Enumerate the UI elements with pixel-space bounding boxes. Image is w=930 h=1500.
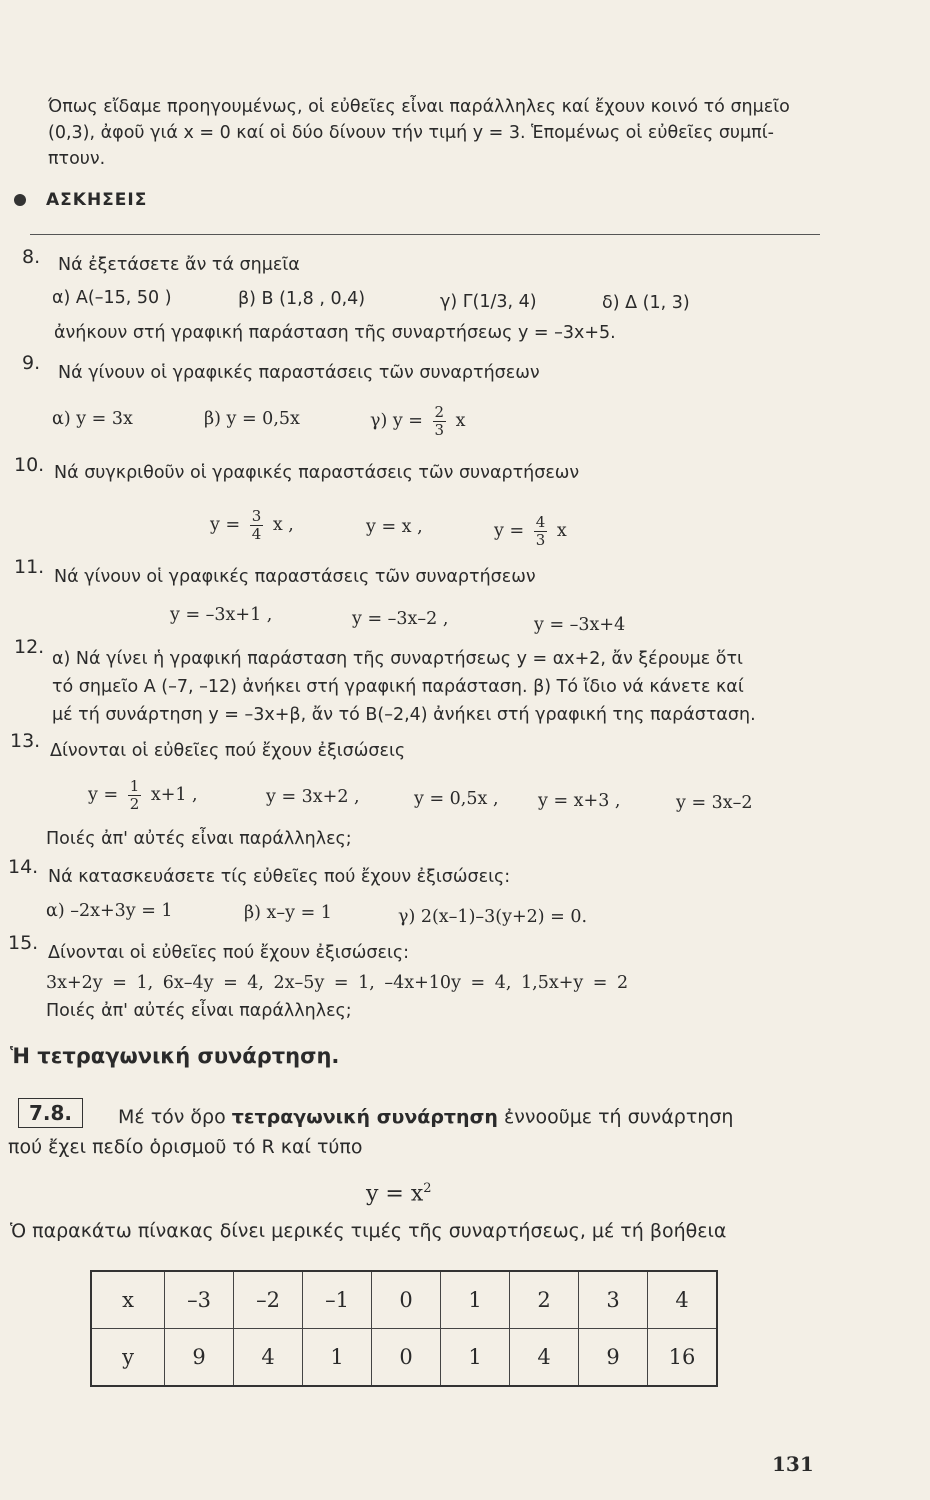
fraction-denominator: 3 xyxy=(434,421,445,439)
fraction-numerator: 4 xyxy=(535,513,546,531)
table-cell: 1 xyxy=(441,1271,510,1329)
bullet-icon xyxy=(14,194,26,206)
exercise-9-number: 9. xyxy=(22,352,41,374)
exercise-11-f3: y = –3x+4 xyxy=(534,615,626,635)
fraction-denominator: 2 xyxy=(129,795,140,813)
exercise-14-number: 14. xyxy=(8,856,39,878)
section-title: Ἡ τετραγωνική συνάρτηση. xyxy=(10,1044,340,1068)
table-cell: –1 xyxy=(303,1271,372,1329)
exercise-10-f2: y = x , xyxy=(366,517,423,537)
exercise-13-f2: y = 3x+2 , xyxy=(266,787,360,807)
exercise-13-f1-prefix: y = xyxy=(88,785,119,805)
fraction xyxy=(534,514,548,549)
exercise-10-f3 xyxy=(494,514,567,549)
table-row-x xyxy=(91,1271,717,1329)
table-cell: 4 xyxy=(234,1329,303,1387)
table-cell: 4 xyxy=(648,1271,718,1329)
table-cell: 1 xyxy=(441,1329,510,1387)
exercise-10-text: Νά συγκριθοῦν οἱ γραφικές παραστάσεις τῶν συναρτήσεων xyxy=(54,463,580,483)
exercise-12-line-3: μέ τή συνάρτηση y = –3x+β, ἄν τό Β(–2,4) ἀνήκει στή γραφική της παράσταση. xyxy=(52,705,756,725)
exercise-11-number: 11. xyxy=(14,556,45,578)
exercise-8-text-2: ἀνήκουν στή γραφική παράσταση τῆς συναρτήσεως y = –3x+5. xyxy=(54,323,616,343)
definition-suffix: ἐννοοῦμε τή συνάρτηση xyxy=(503,1106,734,1128)
table-cell: 3 xyxy=(579,1271,648,1329)
exercise-15-equations: 3x+2y = 1, 6x–4y = 4, 2x–5y = 1, –4x+10y = 4, 1,5x+y = 2 xyxy=(46,973,629,993)
fraction-denominator: 4 xyxy=(251,525,262,543)
intro-line-1: Όπως εἴδαμε προηγουμένως, οἱ εὐθεῖες εἶναι παράλληλες καί ἔχουν κοινό τό σημεῖο xyxy=(48,97,790,117)
table-cell: –2 xyxy=(234,1271,303,1329)
exercise-10-f1-suffix: x , xyxy=(272,515,294,535)
fraction-numerator: 3 xyxy=(251,507,262,525)
exercise-9-b: β) y = 0,5x xyxy=(204,409,300,429)
exercise-9-c xyxy=(370,404,466,439)
exercise-10-f1 xyxy=(210,508,294,543)
exercise-13-f5: y = 3x–2 xyxy=(676,793,753,813)
exercise-12-line-1: α) Νά γίνει ἡ γραφική παράσταση τῆς συναρτήσεως y = αx+2, ἄν ξέρουμε ὅτι xyxy=(52,649,743,669)
exercise-8-a: α) Α(–15, 50 ) xyxy=(52,288,172,308)
exercise-8-b: β) Β (1,8 , 0,4) xyxy=(238,289,366,309)
table-cell: 16 xyxy=(648,1329,718,1387)
exercise-14-text: Νά κατασκευάσετε τίς εὐθεῖες πού ἔχουν ἐξισώσεις: xyxy=(48,867,511,887)
values-table xyxy=(90,1270,718,1387)
definition-prefix: Μέ τόν ὅρο xyxy=(118,1106,226,1128)
table-cell: –3 xyxy=(165,1271,234,1329)
definition-term: τετραγωνική συνάρτηση xyxy=(231,1106,498,1128)
table-cell: 9 xyxy=(579,1329,648,1387)
page-number: 131 xyxy=(772,1452,814,1476)
section-definition-line-1 xyxy=(118,1106,733,1128)
exercise-8-d: δ) Δ (1, 3) xyxy=(602,293,690,313)
exercise-15-number: 15. xyxy=(8,932,39,954)
exercise-9-c-prefix: γ) y = xyxy=(370,411,423,431)
intro-line-3: πτουν. xyxy=(48,149,106,169)
table-header-x: x xyxy=(91,1271,165,1329)
heading-rule xyxy=(30,234,820,235)
exercise-8-text: Νά ἐξετάσετε ἄν τά σημεῖα xyxy=(58,255,300,275)
table-cell: 1 xyxy=(303,1329,372,1387)
exercise-10-f3-suffix: x xyxy=(556,521,567,541)
exercise-13-f3: y = 0,5x , xyxy=(414,789,499,809)
exercise-10-f3-prefix: y = xyxy=(494,521,525,541)
exercise-11-text: Νά γίνουν οἱ γραφικές παραστάσεις τῶν συναρτήσεων xyxy=(54,567,536,587)
exercise-13-f4: y = x+3 , xyxy=(538,791,621,811)
table-cell: 4 xyxy=(510,1329,579,1387)
section-definition-line-2: πού ἔχει πεδίο ὁρισμοῦ τό R καί τύπο xyxy=(8,1136,363,1158)
exercise-10-f1-prefix: y = xyxy=(210,515,241,535)
table-header-y: y xyxy=(91,1329,165,1387)
fraction xyxy=(433,404,447,439)
exercise-13-number: 13. xyxy=(10,730,41,752)
table-cell: 9 xyxy=(165,1329,234,1387)
exercise-10-number: 10. xyxy=(14,454,45,476)
fraction xyxy=(250,508,264,543)
fraction-numerator: 1 xyxy=(129,777,140,795)
formula-base: y = x xyxy=(366,1181,424,1207)
exercises-heading: ΑΣΚΗΣΕΙΣ xyxy=(46,190,148,210)
exercise-13-text: Δίνονται οἱ εὐθεῖες πού ἔχουν ἐξισώσεις xyxy=(50,741,406,761)
table-cell: 0 xyxy=(372,1329,441,1387)
exercise-12-number: 12. xyxy=(14,636,45,658)
exercise-13-question: Ποιές ἀπ' αὐτές εἶναι παράλληλες; xyxy=(46,829,352,849)
exercise-9-text: Νά γίνουν οἱ γραφικές παραστάσεις τῶν συναρτήσεων xyxy=(58,363,540,383)
exercise-11-f2: y = –3x–2 , xyxy=(352,609,449,629)
table-cell: 2 xyxy=(510,1271,579,1329)
exercise-14-c: γ) 2(x–1)–3(y+2) = 0. xyxy=(398,907,588,927)
exercise-9-c-suffix: x xyxy=(455,411,466,431)
fraction xyxy=(128,778,142,813)
formula-exponent: 2 xyxy=(423,1181,432,1196)
quadratic-formula xyxy=(366,1178,432,1205)
exercise-15-question: Ποιές ἀπ' αὐτές εἶναι παράλληλες; xyxy=(46,1001,352,1021)
exercise-9-a: α) y = 3x xyxy=(52,409,133,429)
table-row-y xyxy=(91,1329,717,1387)
exercise-14-a: α) –2x+3y = 1 xyxy=(46,901,173,921)
exercise-14-b: β) x–y = 1 xyxy=(244,903,332,923)
exercise-12-line-2: τό σημεῖο Α (–7, –12) ἀνήκει στή γραφική παράσταση. β) Τό ἴδιο νά κάνετε καί xyxy=(52,677,744,697)
table-cell: 0 xyxy=(372,1271,441,1329)
exercise-13-f1 xyxy=(88,778,198,813)
exercise-8-c: γ) Γ(1/3, 4) xyxy=(440,292,537,312)
exercise-11-f1: y = –3x+1 , xyxy=(170,605,273,625)
exercise-13-f1-suffix: x+1 , xyxy=(150,785,198,805)
section-table-intro: Ὁ παρακάτω πίνακας δίνει μερικές τιμές τῆς συναρτήσεως, μέ τή βοήθεια xyxy=(10,1220,727,1242)
exercise-8-number: 8. xyxy=(22,246,41,268)
fraction-numerator: 2 xyxy=(434,403,445,421)
fraction-denominator: 3 xyxy=(535,531,546,549)
intro-line-2: (0,3), ἀφοῦ γιά x = 0 καί οἱ δύο δίνουν τήν τιμή y = 3. Ἑπομένως οἱ εὐθεῖες συμπί- xyxy=(48,123,774,143)
section-number: 7.8. xyxy=(18,1098,83,1128)
exercise-15-text: Δίνονται οἱ εὐθεῖες πού ἔχουν ἐξισώσεις: xyxy=(48,943,410,963)
